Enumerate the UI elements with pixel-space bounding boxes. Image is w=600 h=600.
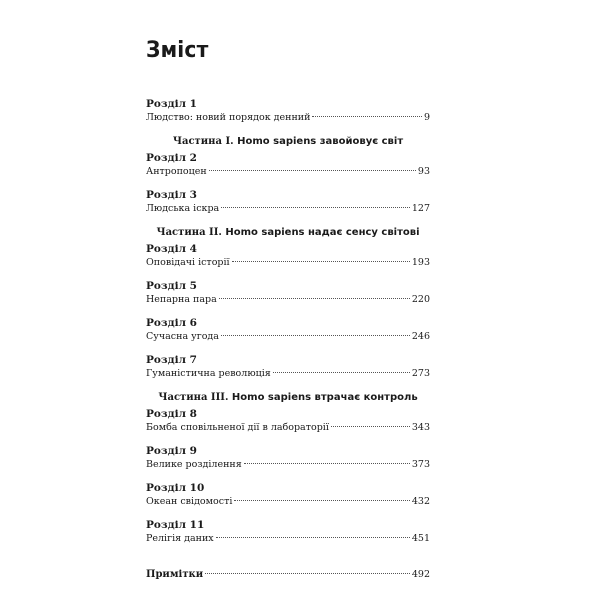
page-number: 273 (411, 368, 430, 379)
chapter-title: Бомба сповільненої дії в лабораторії (146, 422, 329, 433)
toc-line (146, 421, 430, 435)
page-number: 193 (411, 257, 430, 268)
part-prefix: Частина I. (172, 136, 234, 147)
chapter-title: Людська іскра (146, 203, 220, 214)
chapter-title: Велике розділення (146, 459, 242, 470)
page-number: 492 (411, 569, 430, 580)
page-title: Зміст (146, 38, 209, 63)
toc-entry-chapter-4[interactable] (146, 243, 430, 278)
page-number: 9 (423, 112, 430, 123)
part-title: Homo sapiens втрачає контроль (231, 392, 418, 403)
dot-leader (234, 500, 409, 501)
toc-line (146, 293, 430, 307)
chapter-title: Сучасна угода (146, 331, 219, 342)
toc-entry-chapter-10[interactable] (146, 482, 430, 517)
chapter-label: Розділ 2 (146, 152, 197, 164)
toc-entry-chapter-1[interactable] (146, 98, 430, 133)
part-heading-1 (146, 135, 430, 149)
toc-entry-chapter-9[interactable] (146, 445, 430, 480)
chapter-label: Розділ 4 (146, 243, 197, 255)
chapter-title: Антропоцен (146, 166, 207, 177)
toc-line (146, 202, 430, 216)
toc-entry-chapter-3[interactable] (146, 189, 430, 224)
table-of-contents (146, 96, 430, 582)
part-prefix: Частина III. (158, 392, 229, 403)
dot-leader (232, 261, 410, 262)
part-title: Homo sapiens надає сенсу світові (225, 227, 420, 238)
part-heading-3 (146, 391, 430, 405)
chapter-label: Розділ 1 (146, 98, 197, 110)
dot-leader (244, 463, 410, 464)
dot-leader (273, 372, 410, 373)
toc-line (146, 111, 430, 125)
toc-entry-chapter-8[interactable] (146, 408, 430, 443)
toc-entry-notes[interactable] (146, 568, 430, 582)
toc-entry-chapter-11[interactable] (146, 519, 430, 554)
part-title: Homo sapiens завойовує світ (237, 136, 404, 147)
chapter-title: Океан свідомості (146, 496, 233, 507)
chapter-label: Розділ 10 (146, 482, 205, 494)
page-number: 451 (411, 533, 430, 544)
toc-entry-chapter-5[interactable] (146, 280, 430, 315)
toc-entry-chapter-6[interactable] (146, 317, 430, 352)
chapter-label: Розділ 3 (146, 189, 197, 201)
toc-line (146, 256, 430, 270)
chapter-label: Розділ 9 (146, 445, 197, 457)
chapter-label: Розділ 6 (146, 317, 197, 329)
toc-entry-chapter-7[interactable] (146, 354, 430, 389)
dot-leader (221, 335, 410, 336)
chapter-title: Релігія даних (146, 533, 214, 544)
notes-title: Примітки (146, 569, 204, 580)
part-prefix: Частина II. (156, 227, 222, 238)
page-number: 220 (411, 294, 430, 305)
chapter-title: Людство: новий порядок денний (146, 112, 311, 123)
page-number: 343 (411, 422, 430, 433)
chapter-title: Оповідачі історії (146, 257, 230, 268)
dot-leader (216, 537, 410, 538)
toc-line (146, 165, 430, 179)
part-heading-2 (146, 226, 430, 240)
dot-leader (331, 426, 410, 427)
chapter-title: Непарна пара (146, 294, 217, 305)
chapter-label: Розділ 5 (146, 280, 197, 292)
dot-leader (219, 298, 410, 299)
dot-leader (312, 116, 422, 117)
page-number: 432 (411, 496, 430, 507)
page-number: 127 (411, 203, 430, 214)
dot-leader (209, 170, 416, 171)
chapter-label: Розділ 7 (146, 354, 197, 366)
toc-line (146, 330, 430, 344)
chapter-label: Розділ 11 (146, 519, 205, 531)
page-number: 93 (417, 166, 430, 177)
toc-line (146, 495, 430, 509)
toc-line (146, 367, 430, 381)
dot-leader (221, 207, 410, 208)
page-number: 373 (411, 459, 430, 470)
chapter-label: Розділ 8 (146, 408, 197, 420)
toc-line (146, 458, 430, 472)
dot-leader (205, 573, 410, 574)
toc-line (146, 532, 430, 546)
chapter-title: Гуманістична революція (146, 368, 271, 379)
toc-entry-chapter-2[interactable] (146, 152, 430, 187)
page-number: 246 (411, 331, 430, 342)
